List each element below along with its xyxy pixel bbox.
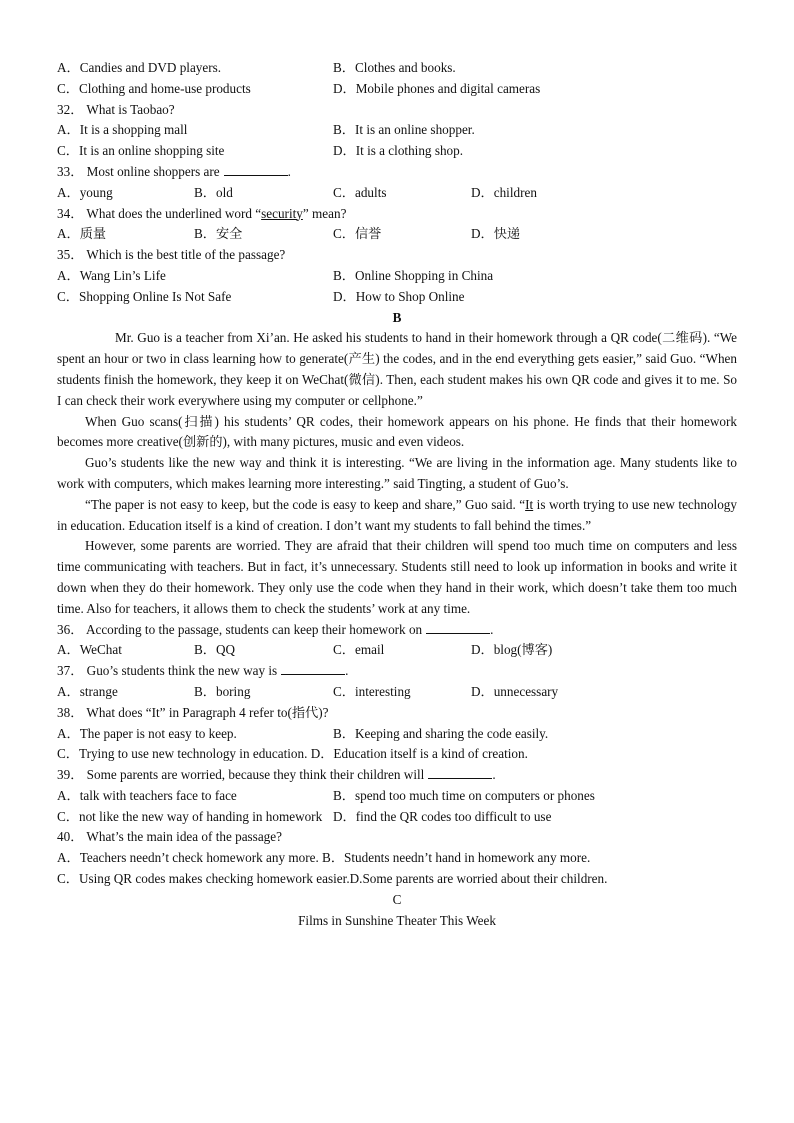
underlined-word: security [261,205,303,221]
option: C．Shopping Online Is Not Safe [57,288,232,304]
option: C．adults [333,184,387,200]
option: A．Wang Lin’s Life [57,267,166,283]
option: D．children [471,184,537,200]
q34-question [57,204,737,225]
q32-options-row-2 [57,141,737,162]
paragraph-text: “The paper is not easy to keep, but the code is easy to keep and share,” Guo said. “ [85,496,526,512]
option: A．The paper is not easy to keep. [57,725,237,741]
exam-page [57,58,737,931]
q33-question: 33． Most online shoppers are . [57,163,291,179]
option: D．It is a clothing shop. [333,143,464,159]
q36-options [57,640,737,661]
q39-options-row-2 [57,807,737,828]
option: D．How to Shop Online [333,288,465,304]
question-text: 33． Most online shoppers are [57,163,220,179]
option: D．Mobile phones and digital cameras [333,80,541,96]
q39-question: 39． Some parents are worried, because they think their children will . [57,767,496,783]
q32-question: 32． What is Taobao? [57,101,175,117]
q38-options-row-1 [57,724,737,745]
option: B．Online Shopping in China [333,267,494,283]
option: A．WeChat [57,642,122,658]
question-text: 37． Guo’s students think the new way is [57,663,278,679]
q31-options-row-1 [57,58,737,79]
paragraph-text-end: is worth trying to use new technology in education. Education itself is a kind of creation. I don’t want my students to fall behind the times.” [57,496,737,533]
option: A．质量 [57,226,107,242]
answer-blank [224,162,288,176]
option: A．strange [57,683,118,699]
option: A．talk with teachers face to face [57,787,237,803]
section-c-title: C [392,891,402,907]
q33-options [57,183,737,204]
q40-question: 40． What’s the main idea of the passage? [57,829,282,845]
question-text: 34． What does the underlined word “ [57,205,262,221]
option: A．It is a shopping mall [57,122,188,138]
q40-options-row-2: C．Using QR codes makes checking homework easier.D.Some parents are worried about their children. [57,871,608,887]
option: C．It is an online shopping site [57,143,225,159]
section-b-title: B [392,309,402,325]
q38-question: 38． What does “It” in Paragraph 4 refer to(指代)? [57,704,329,720]
q37-options [57,682,737,703]
question-text-end: ” mean? [302,205,347,221]
answer-blank [428,765,492,779]
q32-options-row-1 [57,120,737,141]
option: B．boring [194,683,251,699]
q40-options-row-1: A．Teachers needn’t check homework any more. B．Students needn’t hand in homework any more. [57,850,591,866]
answer-blank [281,661,345,675]
option: C．not like the new way of handing in homework [57,808,323,824]
option: D．快递 [471,226,521,242]
option: C．Clothing and home-use products [57,80,251,96]
passage-paragraph-5: However, some parents are worried. They are afraid that their children will spend too much time on computers and less time communicating with teachers. But in fact, it’s unnecessary. Students still need to look up information in books and write it down when they do their homework. They only use the code when they hand in their work, which doesn’t take them too much time. Also for teachers, it allows them to check the students’ work at any time. [57,538,737,616]
option: B．Clothes and books. [333,60,456,75]
option: B．It is an online shopper. [333,122,475,138]
passage-paragraph-1: Mr. Guo is a teacher from Xi’an. He asked his students to hand in their homework through a QR code(二维码). “We spent an hour or two in class learning how to generate(产生) the codes, and in the end everything gets easier,” said Guo. “When students finish the homework, they keep it on WeChat(微信). Then, each student makes his own QR code and gives it to me. So I can check their work everywhere using my computer or cellphone.” [57,330,737,408]
option: B．spend too much time on computers or phones [333,787,595,803]
q36-question: 36． According to the passage, students can keep their homework on . [57,621,494,637]
underlined-word: It [525,496,534,512]
option: D．find the QR codes too difficult to use [333,808,552,824]
option: C．信誉 [333,226,382,242]
option: A．Candies and DVD players. [57,60,222,75]
q35-question: 35． Which is the best title of the passage? [57,247,286,263]
q34-options [57,224,737,245]
option: B．Keeping and sharing the code easily. [333,725,549,741]
question-text: 36． According to the passage, students can keep their homework on [57,621,423,637]
answer-blank [426,620,490,634]
passage-paragraph-3: Guo’s students like the new way and think it is interesting. “We are living in the information age. Many students like to work with computers, which makes learning more interesting.” said Tingting, a student of Guo’s. [57,455,737,491]
q31-options-row-2 [57,79,737,100]
q39-options-row-1 [57,786,737,807]
passage-paragraph-2: When Guo scans(扫描) his students’ QR codes, their homework appears on his phone. He finds that their homework becomes more creative(创新的), with many pictures, music and even videos. [57,413,737,450]
question-text: 39． Some parents are worried, because they think their children will [57,767,425,783]
option: B．old [194,184,233,200]
section-c-subtitle: Films in Sunshine Theater This Week [298,912,496,928]
passage-paragraph-4 [57,495,737,537]
option: C．email [333,642,385,658]
q35-options-row-2 [57,287,737,308]
option: D．unnecessary [471,683,559,699]
option: B．安全 [194,226,243,242]
q37-question: 37． Guo’s students think the new way is . [57,663,349,679]
option: B．QQ [194,642,236,658]
option: C．interesting [333,683,411,699]
option: D．blog(博客) [471,642,553,658]
option: A．young [57,184,113,200]
q38-options-row-2: C．Trying to use new technology in education. D．Education itself is a kind of creation. [57,746,528,762]
q35-options-row-1 [57,266,737,287]
